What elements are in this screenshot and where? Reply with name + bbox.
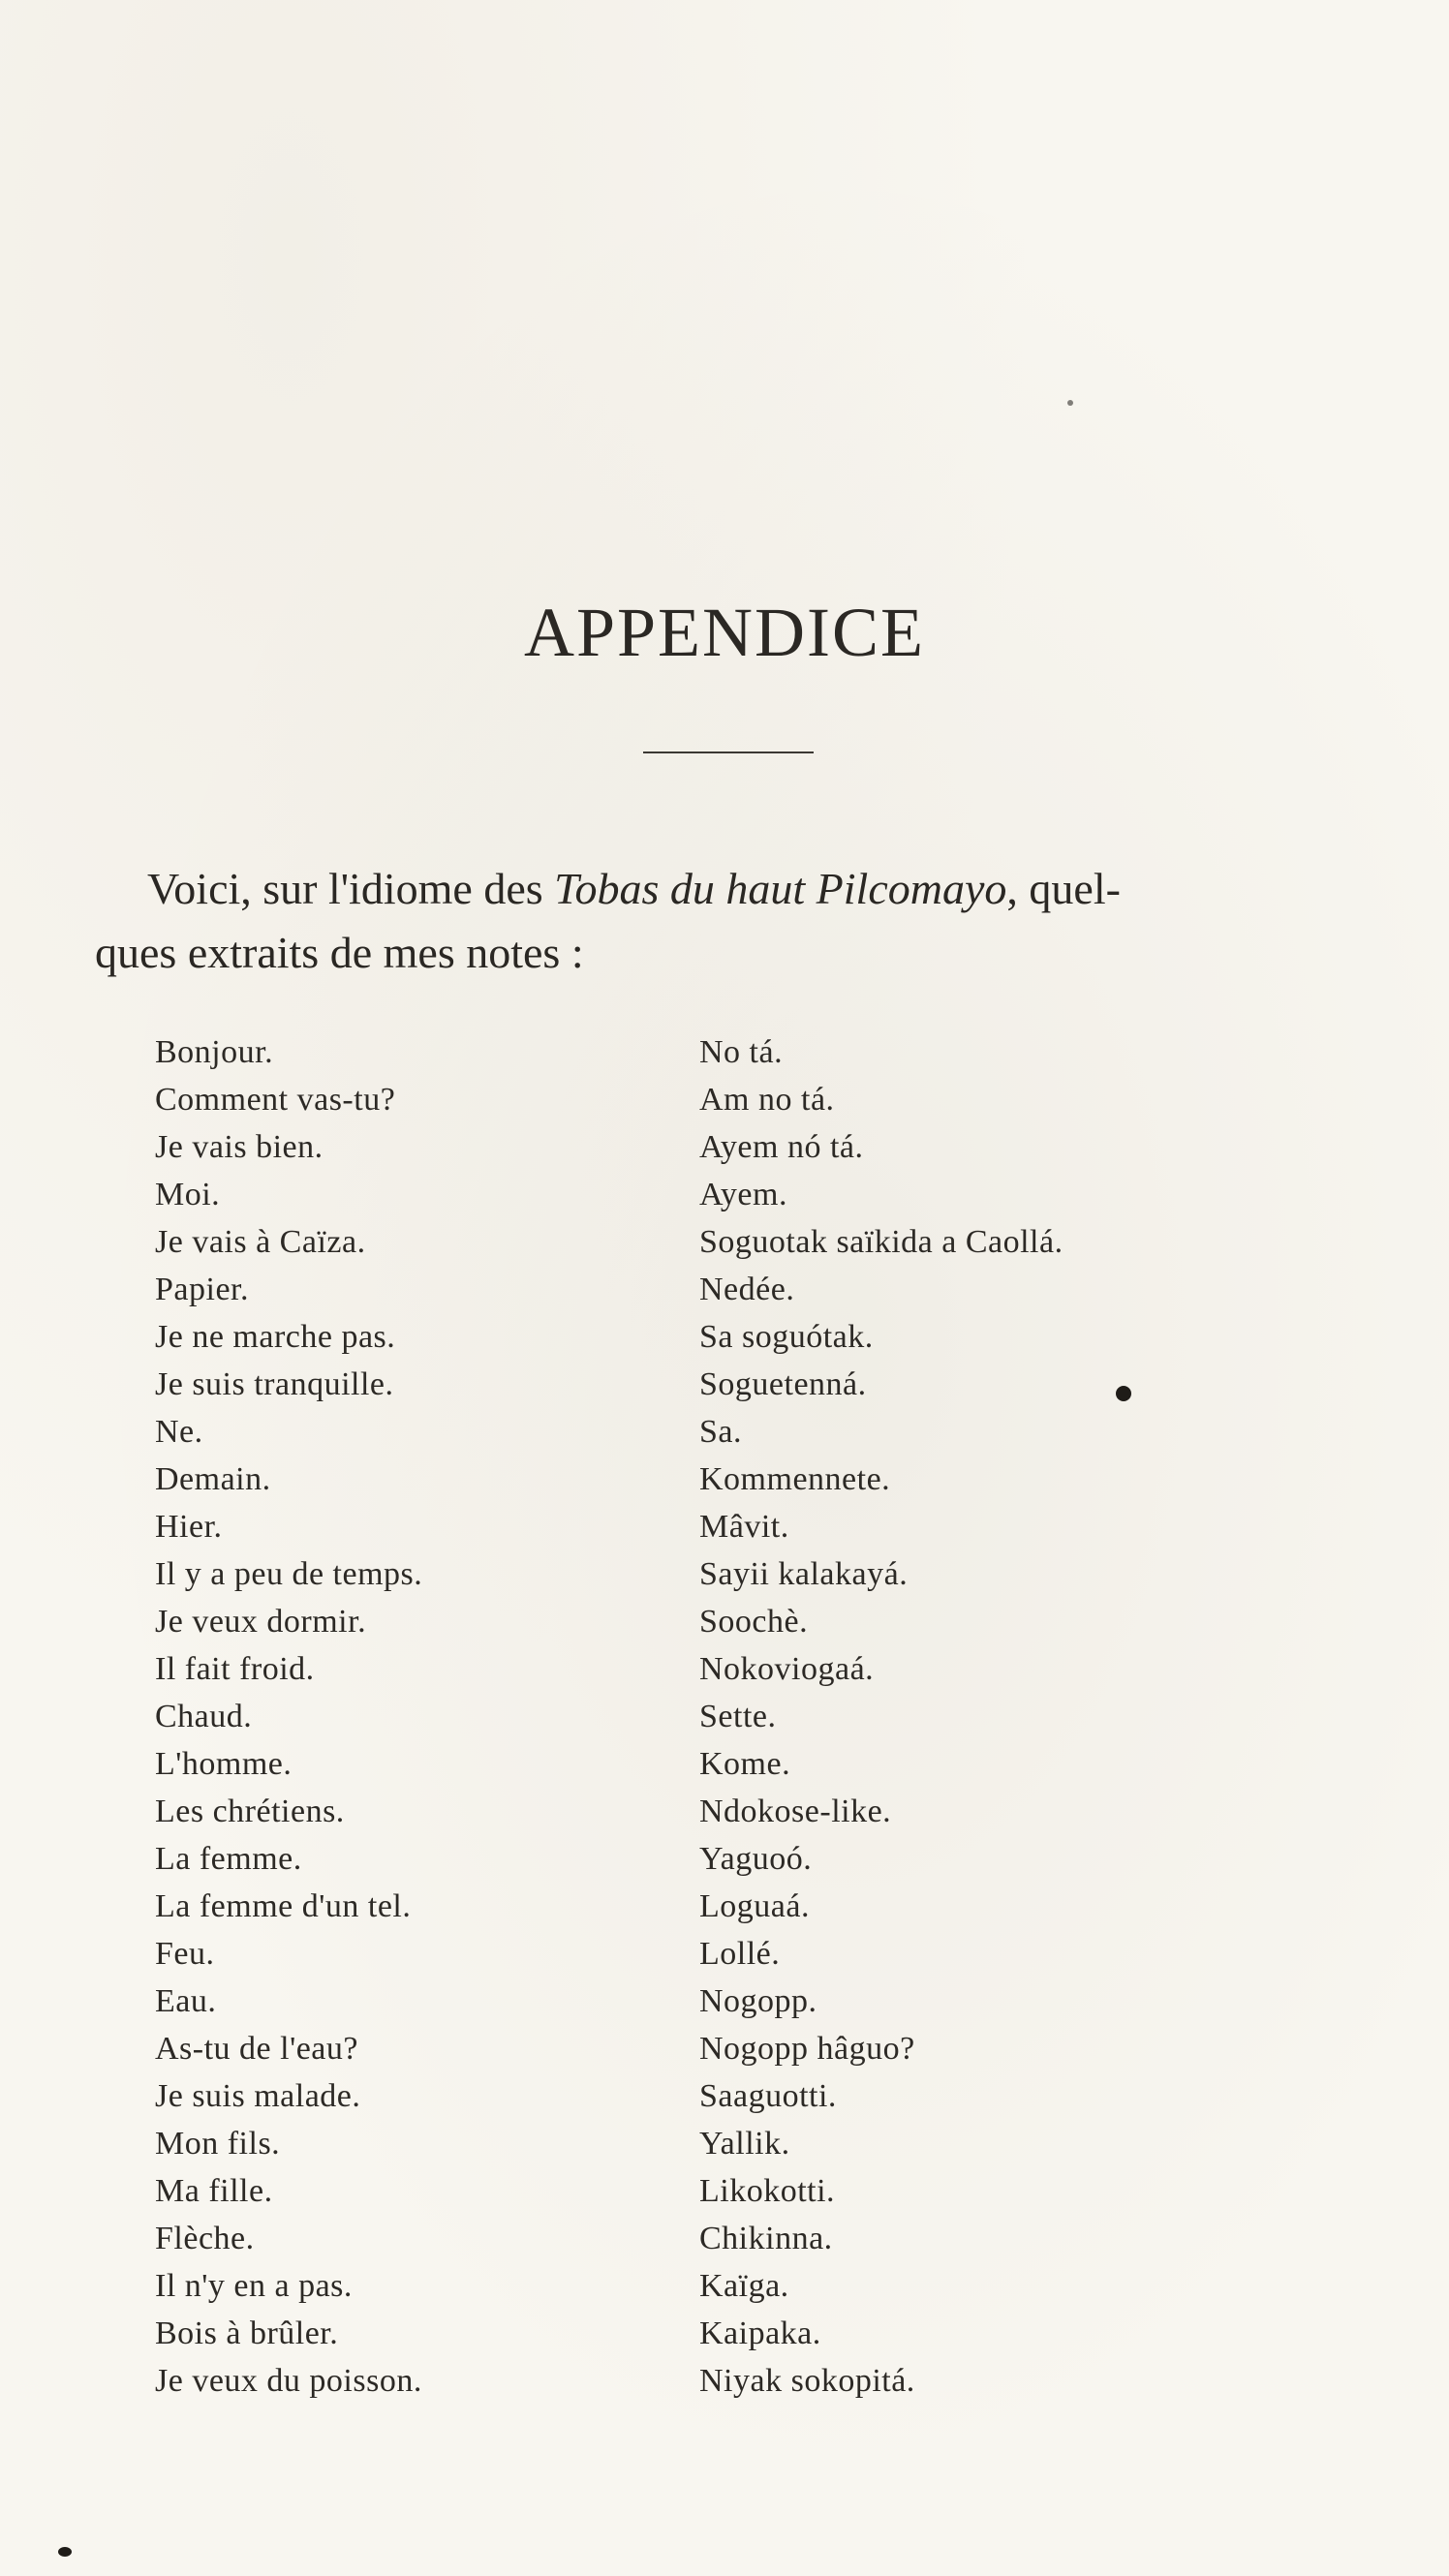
french-phrase: Je veux dormir. bbox=[155, 1604, 367, 1640]
french-phrase: La femme d'un tel. bbox=[155, 1888, 412, 1924]
vocabulary-row bbox=[155, 1408, 1298, 1456]
french-phrase: Chaud. bbox=[155, 1699, 253, 1734]
french-phrase: Je vais bien. bbox=[155, 1129, 324, 1165]
french-phrase: Je vais à Caïza. bbox=[155, 1224, 366, 1260]
vocabulary-row bbox=[155, 1550, 1298, 1598]
vocabulary-row bbox=[155, 2357, 1298, 2405]
french-phrase: Eau. bbox=[155, 1983, 217, 2019]
vocabulary-row bbox=[155, 1456, 1298, 1503]
french-phrase: Il y a peu de temps. bbox=[155, 1556, 423, 1592]
ink-speck bbox=[1067, 400, 1073, 406]
toba-translation: Saaguotti. bbox=[699, 2078, 837, 2114]
toba-translation: Sayii kalakayá. bbox=[699, 1556, 909, 1592]
french-phrase: Ma fille. bbox=[155, 2173, 273, 2209]
vocabulary-row bbox=[155, 1503, 1298, 1550]
toba-translation: Soochè. bbox=[699, 1604, 809, 1640]
vocabulary-row bbox=[155, 2072, 1298, 2120]
french-phrase: La femme. bbox=[155, 1841, 302, 1877]
vocabulary-row bbox=[155, 1788, 1298, 1835]
french-phrase: Bonjour. bbox=[155, 1034, 274, 1070]
vocabulary-row bbox=[155, 1171, 1298, 1218]
vocabulary-row bbox=[155, 1123, 1298, 1171]
french-phrase: Les chrétiens. bbox=[155, 1794, 345, 1829]
vocabulary-row bbox=[155, 1835, 1298, 1883]
intro-text-after: , quel- bbox=[1006, 864, 1121, 913]
vocabulary-row bbox=[155, 1645, 1298, 1693]
vocabulary-row bbox=[155, 1028, 1298, 1076]
french-phrase: L'homme. bbox=[155, 1746, 293, 1782]
toba-translation: Sette. bbox=[699, 1699, 777, 1734]
vocabulary-row bbox=[155, 1361, 1298, 1408]
french-phrase: Mon fils. bbox=[155, 2126, 281, 2162]
vocabulary-row bbox=[155, 1076, 1298, 1123]
french-phrase: Feu. bbox=[155, 1936, 215, 1972]
toba-translation: No tá. bbox=[699, 1034, 784, 1070]
toba-translation: Kaipaka. bbox=[699, 2315, 821, 2351]
toba-translation: Likokotti. bbox=[699, 2173, 836, 2209]
vocabulary-row bbox=[155, 1693, 1298, 1740]
toba-translation: Yaguoó. bbox=[699, 1841, 813, 1877]
vocabulary-row bbox=[155, 1266, 1298, 1313]
toba-translation: Yallik. bbox=[699, 2126, 790, 2162]
french-phrase: Ne. bbox=[155, 1414, 203, 1450]
intro-text-before: Voici, sur l'idiome des bbox=[147, 864, 543, 913]
french-phrase: Moi. bbox=[155, 1177, 221, 1212]
french-phrase: Il fait froid. bbox=[155, 1651, 315, 1687]
vocabulary-row bbox=[155, 2120, 1298, 2167]
intro-line-1 bbox=[147, 857, 1364, 921]
vocabulary-list bbox=[155, 1028, 1298, 2405]
vocabulary-row bbox=[155, 1930, 1298, 1978]
ink-speck bbox=[58, 2547, 72, 2557]
toba-translation: Niyak sokopitá. bbox=[699, 2363, 915, 2399]
title-rule bbox=[643, 751, 814, 753]
vocabulary-row bbox=[155, 2310, 1298, 2357]
toba-translation: Loguaá. bbox=[699, 1888, 810, 1924]
french-phrase: Comment vas-tu? bbox=[155, 1082, 396, 1118]
french-phrase: Je suis tranquille. bbox=[155, 1366, 394, 1402]
toba-translation: Am no tá. bbox=[699, 1082, 835, 1118]
vocabulary-row bbox=[155, 2167, 1298, 2215]
french-phrase: Flèche. bbox=[155, 2221, 255, 2256]
vocabulary-row bbox=[155, 2025, 1298, 2072]
french-phrase: Je suis malade. bbox=[155, 2078, 361, 2114]
toba-translation: Nogopp hâguo? bbox=[699, 2031, 915, 2067]
vocabulary-row bbox=[155, 1740, 1298, 1788]
toba-translation: Chikinna. bbox=[699, 2221, 833, 2256]
french-phrase: Papier. bbox=[155, 1272, 249, 1307]
vocabulary-row bbox=[155, 1883, 1298, 1930]
vocabulary-row bbox=[155, 1313, 1298, 1361]
french-phrase: Il n'y en a pas. bbox=[155, 2268, 353, 2304]
page-title: APPENDICE bbox=[523, 594, 926, 671]
toba-translation: Nokoviogaá. bbox=[699, 1651, 875, 1687]
toba-translation: Nogopp. bbox=[699, 1983, 817, 2019]
french-phrase: Bois à brûler. bbox=[155, 2315, 339, 2351]
french-phrase: As-tu de l'eau? bbox=[155, 2031, 358, 2067]
toba-translation: Sa. bbox=[699, 1414, 742, 1450]
toba-translation: Kommennete. bbox=[699, 1461, 891, 1497]
vocabulary-row bbox=[155, 2262, 1298, 2310]
toba-translation: Mâvit. bbox=[699, 1509, 789, 1545]
french-phrase: Hier. bbox=[155, 1509, 223, 1545]
toba-translation: Lollé. bbox=[699, 1936, 781, 1972]
vocabulary-row bbox=[155, 1978, 1298, 2025]
french-phrase: Demain. bbox=[155, 1461, 271, 1497]
intro-italic-text: Tobas du haut Pilcomayo bbox=[554, 864, 1007, 913]
intro-line-2: ques extraits de mes notes : bbox=[95, 928, 584, 977]
toba-translation: Nedée. bbox=[699, 1272, 795, 1307]
toba-translation: Ayem nó tá. bbox=[699, 1129, 864, 1165]
french-phrase: Je veux du poisson. bbox=[155, 2363, 422, 2399]
toba-translation: Kome. bbox=[699, 1746, 791, 1782]
toba-translation: Ndokose-like. bbox=[699, 1794, 892, 1829]
toba-translation: Kaïga. bbox=[699, 2268, 789, 2304]
toba-translation: Ayem. bbox=[699, 1177, 787, 1212]
toba-translation: Soguotak saïkida a Caollá. bbox=[699, 1224, 1064, 1260]
vocabulary-row bbox=[155, 2215, 1298, 2262]
toba-translation: Sa soguótak. bbox=[699, 1319, 874, 1355]
vocabulary-row bbox=[155, 1218, 1298, 1266]
toba-translation: Soguetenná. bbox=[699, 1366, 867, 1402]
french-phrase: Je ne marche pas. bbox=[155, 1319, 396, 1355]
ink-speck bbox=[1116, 1386, 1131, 1401]
vocabulary-row bbox=[155, 1598, 1298, 1645]
intro-paragraph bbox=[95, 857, 1364, 985]
